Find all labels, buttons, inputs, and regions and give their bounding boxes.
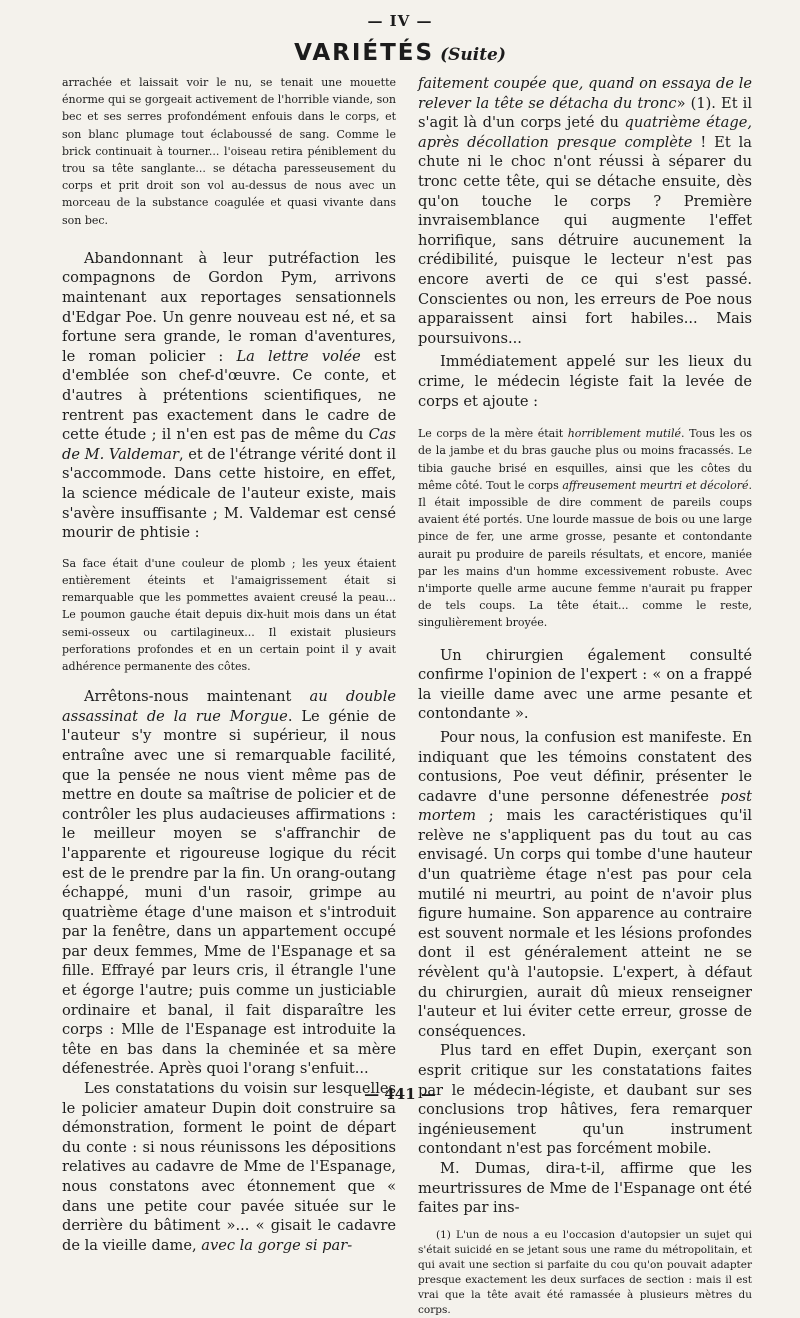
footnote: (1) L'un de nous a eu l'occasion d'autopsier un sujet qui s'était suicidé en se jetant sous une rame du métropolitain, et qui avait une section si parfaite du cou qu'on pouvait adapter presque exactement les deux surfaces de section : mais il est vrai que la tête avait été ramassée à plusieurs mètres du corps.: [418, 1228, 752, 1316]
section-header: [0, 40, 800, 66]
paragraph-medecin-legiste: Immédiatement appelé sur les lieux du crime, le médecin légiste fait la levée de corps et ajoute :: [418, 353, 752, 410]
left-column: [62, 74, 396, 1254]
quote-gordon-pym: arrachée et laissait voir le nu, se tenait une mouette énorme qui se gorgeait activement de l'horrible viande, son bec et ses serres profondément enfouis dans le corps, et son blanc plumage tout éclaboussé de sang. Comme le brick continuait à tourner... l'oiseau retira péniblement du trou sa tête sanglante... se détacha paresseusement du corps et prit droit son vol au-dessus de nous avec un morceau de la substance coagulée et quasi vivante dans son bec.: [62, 76, 396, 227]
paragraph-rue-morgue: Arrêtons-nous maintenant au double assassinat de la rue Morgue. Le génie de l'auteur s'y montre si supérieur, il nous entraîne avec une si remarquable facilité, que la pensée ne nous vient même pas de mettre en doute sa maîtrise de policier et de contrôler les plus audacieuses affirmations : le meilleur moyen se s'affranchir de l'apparente et rigoureuse logique du récit est de le prendre par la fin. Un orang-outang échappé, muni d'un rasoir, grimpe au quatrième étage d'une maison et s'introduit par la fenêtre, dans un appartement occupé par deux femmes, Mme de l'Espanage et sa fille. Effrayé par leurs cris, il étrangle l'une et égorge l'autre; puis comme un justiciable ordinaire et banal, il fait disparaître les corps : Mlle de l'Espanage est introduite la tête en bas dans la cheminée et sa mère défenestrée. Après quoi l'orang s'enfuit...: [62, 688, 396, 1078]
paragraph-constatations: Les constatations du voisin sur lesquelles le policier amateur Dupin doit construire sa démonstration, forment le point de départ du conte : si nous réunissons les dépositions relatives au cadavre de Mme de l'Espanage, nous constatons avec étonnement que « dans une petite cour pavée située sur le derrière du bâtiment »... « gisait le cadavre de la vieille dame, avec la gorge si par-: [62, 1080, 396, 1254]
page-roman-number: — IV —: [367, 12, 433, 30]
paragraph-dumas: M. Dumas, dira-t-il, affirme que les meurtrissures de Mme de l'Espanage ont été faites par ins-: [418, 1159, 752, 1217]
right-column: [418, 74, 753, 1316]
paragraph-roman-policier: Abandonnant à leur putréfaction les compagnons de Gordon Pym, arrivons maintenant aux reportages sensationnels d'Edgar Poe. Un genre nouveau est né, et sa fortune sera grande, le roman d'aventures, le roman policier : La lettre volée est d'emblée son chef-d'œuvre. Ce conte, et d'autres à prétentions scientifiques, ne rentrent pas exactement dans le cadre de cette étude ; il n'en est pas de même du Cas de M. Valdemar, et de l'étrange vérité dont il s'accommode. Dans cette histoire, en effet, la science médicale de l'auteur existe, mais s'avère insuffisante ; M. Valdemar est censé mourir de phtisie :: [62, 249, 396, 542]
quote-valdemar: Sa face était d'une couleur de plomb ; les yeux étaient entièrement éteints et l'amaigrissement était si remarquable que les pommettes avaient creusé la peau... Le poumon gauche était depuis dix-huit mois dans un état semi-osseux ou cartilagineux... Il existait plusieurs perforations profondes et en un certain point il y avait adhérence permanente des côtes.: [62, 556, 396, 673]
page-number: — 441 —: [364, 1085, 436, 1103]
paragraph-confusion: Pour nous, la confusion est manifeste. En indiquant que les témoins constatent des contusions, Poe veut définir, présenter le cadavre d'une personne défenestrée post mortem ; mais les caractéristiques qu'il relève ne s'appliquent pas du tout au cas envisagé. Un corps qui tombe d'une hauteur d'un quatrième étage n'est pas pour cela mutilé ni meurtri, au point de n'avoir plus figure humaine. Son apparence au contraire est souvent normale et les lésions profondes dont il est généralement atteint ne se révèlent qu'à l'autopsie. L'expert, à défaut du chirurgien, aurait dû mieux renseigner l'auteur et lui éviter cette erreur, grosse de conséquences.: [418, 728, 752, 1040]
section-title: VARIÉTÉS: [294, 40, 435, 66]
paragraph-chirurgien: Un chirurgien également consulté confirme l'opinion de l'expert : « on a frappé la vieille dame avec une arme pesante et contondante ».: [418, 646, 752, 723]
quote-autopsie: Le corps de la mère était horriblement mutilé. Tous les os de la jambe et du bras gauche plus ou moins fracassés. Le tibia gauche brisé en esquilles, ainsi que les côtes du même côté. Tout le corps affreusement meurtri et décoloré. Il était impossible de dire comment de pareils coups avaient été portés. Une lourde massue de bois ou une large pince de fer, une arme grosse, pesante et contondante aurait pu produire de pareils résultats, et encore, maniée par les mains d'un homme excessivement robuste. Avec n'importe quelle arme aucune femme n'aurait pu frapper de tels coups. La tête était... comme le reste, singulièrement broyée.: [418, 427, 753, 630]
paragraph-dupin: Plus tard en effet Dupin, exerçant son esprit critique sur les constatations faites par le médecin-légiste, et daubant sur ses conclusions trop hâtives, fera remarquer ingénieusement qu'un instrument contondant n'est pas forcément mobile.: [418, 1042, 752, 1158]
paragraph-decollation: faitement coupée que, quand on essaya de le relever la tête se détacha du tronc» (1). Et il s'agit là d'un corps jeté du quatrième étage, après décollation presque complète ! Et la chute ni le choc n'ont réussi à séparer du tronc cette tête, qui se détache ensuite, dès qu'on touche le corps ? Première invraisemblance qui augmente l'effet horrifique, sans détruire aucunement la crédibilité, puisque le lecteur n'est pas encore averti de ce qui s'est passé. Conscientes ou non, les erreurs de Poe nous apparaissent ainsi fort habiles... Mais poursuivons...: [418, 75, 752, 347]
section-subtitle: (Suite): [440, 45, 506, 65]
